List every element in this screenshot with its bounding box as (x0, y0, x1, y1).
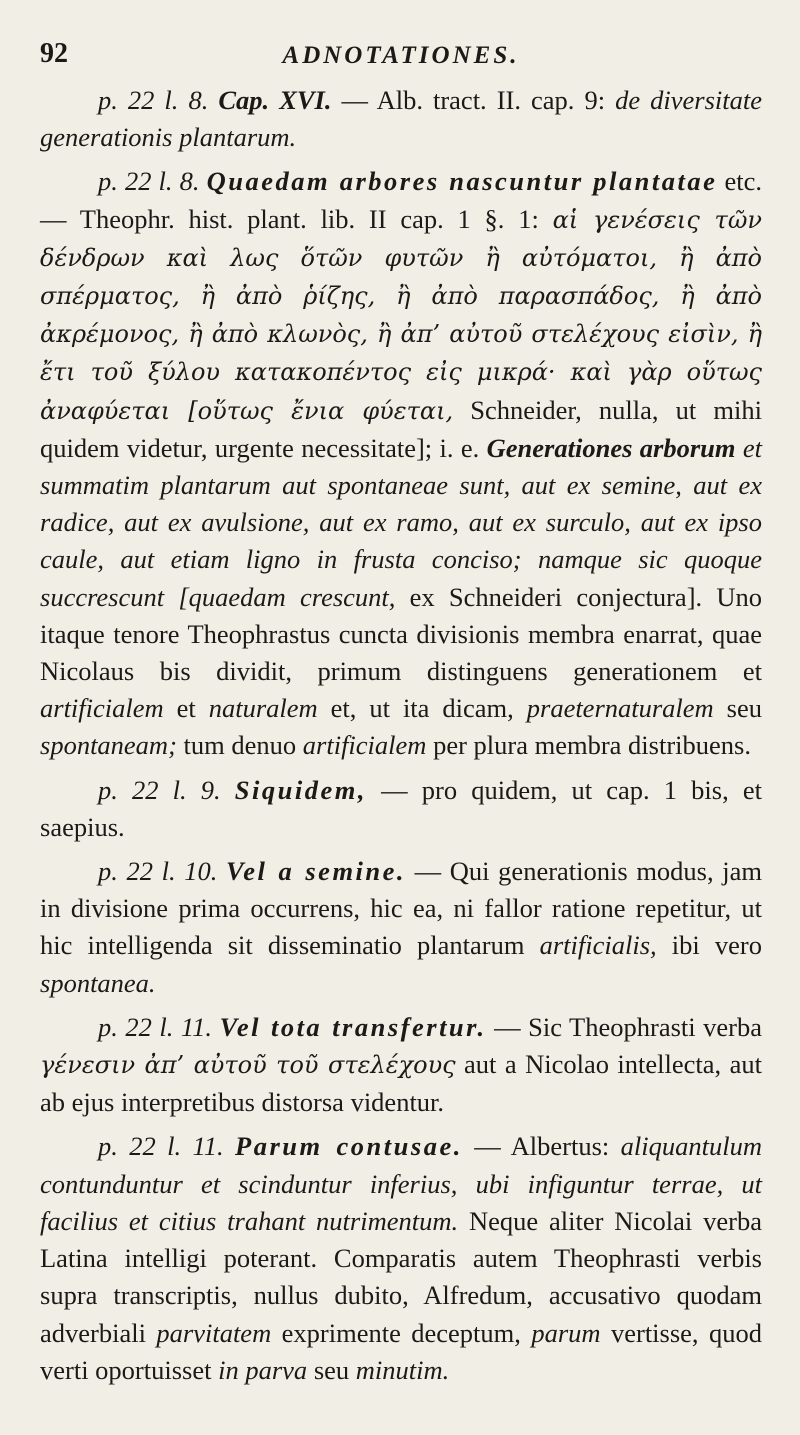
body-text-run: seu (713, 693, 762, 724)
annotation-paragraph (40, 163, 762, 764)
body-text-run: ex Schneideri conjectura]. Uno itaque tenore Theophrastus cuncta divisionis membra enarrat, quae Nicolaus bis dividit, primum distinguens generationem et (40, 581, 762, 687)
italic-text: spontaneam; (40, 730, 177, 761)
italic-text: aliquantulum contunduntur et scinduntur inferius, ubi infiguntur terrae, ut facilius et citius trahant nutrimentum. (40, 1131, 762, 1236)
greek-quotation: γένεσιν ἀπ’ αὐτοῦ τοῦ στελέχους (40, 1051, 456, 1080)
body-text-run: ibi vero (656, 930, 762, 961)
annotation-paragraph (40, 853, 762, 1002)
lemma: Vel tota transfertur. (219, 1011, 487, 1042)
body-text-run: etc. — Theophr. hist. plant. lib. II cap. 1 §. 1: (40, 166, 762, 234)
bold-italic-text: Cap. XVI. (218, 85, 332, 115)
italic-text: de diversitate generationis plantarum. (40, 85, 762, 153)
annotation-paragraph (40, 1128, 762, 1388)
body-text-run: Schneider, nulla, ut mihi quidem videtur, urgente necessitate]; i. e. (40, 394, 762, 463)
annotations-body (40, 82, 762, 1389)
page-header (40, 28, 762, 78)
page-number: 92 (40, 38, 68, 69)
italic-text: parum (531, 1317, 601, 1348)
line-reference: p. 22 l. 10. (98, 856, 226, 887)
italic-text: in parva (218, 1354, 308, 1385)
italic-text: artificialis, (539, 930, 657, 961)
italic-text: minutim. (355, 1354, 450, 1385)
line-reference: p. 22 l. 11. (98, 1131, 236, 1162)
italic-text: parvitatem (156, 1317, 272, 1348)
body-text-run: — Alb. tract. II. cap. 9: (331, 85, 616, 115)
body-text-run: — pro quidem, ut cap. 1 bis, et saepius. (40, 774, 762, 842)
greek-quotation: αἱ γενέσεις τῶν δένδρων καὶ λως ὅτῶν φυτῶν ἢ αὐτόματοι, ἢ ἀπὸ σπέρματος, ἢ ἀπὸ ῥίζης, ἢ ἀπὸ παρασπάδος, ἢ ἀπὸ ἀκρέμονος, ἢ ἀπὸ κλωνὸς, ἢ ἀπ’ αὐτοῦ στελέχους εἰσὶν, ἢ ἔτι τοῦ ξύλου κατακοπέντος εἰς μικρά· καὶ γὰρ οὕτως ἀναφύεται [οὕτως ἔνια φύεται, (40, 205, 762, 425)
lemma: Quaedam arbores nascuntur plantatae (206, 166, 718, 197)
line-reference: p. 22 l. 8. (98, 166, 207, 197)
italic-text: spontanea. (40, 967, 156, 998)
line-reference: p. 22 l. 8. (98, 85, 219, 115)
lemma: Siquidem, (234, 774, 367, 805)
italic-text: artificialem (302, 730, 427, 761)
bold-italic-text: Generationes arborum (486, 432, 736, 463)
body-text-run: — Qui generationis modus, jam in divisione prima occurrens, hic ea, ni fallor ratione repetitur, ut hic intelligenda sit disseminatio plantarum (40, 856, 762, 961)
italic-text: naturalem (208, 693, 318, 724)
body-text-run: — Albertus: (462, 1131, 621, 1162)
body-text-run: per plura membra distribuens. (426, 730, 751, 761)
body-text-run: et, ut ita dicam, (317, 693, 527, 724)
body-text-run: exprimente deceptum, (271, 1317, 532, 1348)
body-text-run: tum denuo (176, 730, 303, 761)
italic-text: et summatim plantarum aut spontaneae sunt, aut ex semine, aut ex radice, aut ex avulsione, aut ex ramo, aut ex surculo, aut ex ipso caule, aut etiam ligno in frusta conciso; namque sic quoque succrescunt [quaedam crescunt, (40, 432, 763, 612)
body-text-run: et (163, 693, 209, 724)
italic-text: praeternaturalem (526, 693, 714, 724)
annotation-paragraph (40, 1009, 762, 1122)
annotation-paragraph (40, 82, 762, 156)
body-text-run: vertisse, quod verti oportuisset (40, 1317, 762, 1385)
lemma: Vel a semine. (226, 856, 407, 887)
body-text-run (736, 433, 743, 463)
body-text-run: seu (307, 1354, 356, 1385)
line-reference: p. 22 l. 11. (98, 1011, 220, 1042)
body-text-run: — Sic Theophrasti verba (486, 1011, 762, 1042)
body-text-run: aut a Nicolao intellecta, aut ab ejus interpretibus distorsa videntur. (40, 1049, 762, 1118)
running-title: ADNOTATIONES. (282, 42, 520, 69)
annotation-paragraph (40, 772, 762, 846)
line-reference: p. 22 l. 9. (98, 774, 235, 805)
lemma: Parum contusae. (235, 1131, 463, 1162)
body-text-run: Neque aliter Nicolai verba Latina intelligi poterant. Comparatis autem Theophrasti verbis supra transcriptis, nullus dubito, Alfredum, accusativo quodam adverbiali (40, 1205, 762, 1348)
italic-text: artificialem (40, 693, 164, 724)
